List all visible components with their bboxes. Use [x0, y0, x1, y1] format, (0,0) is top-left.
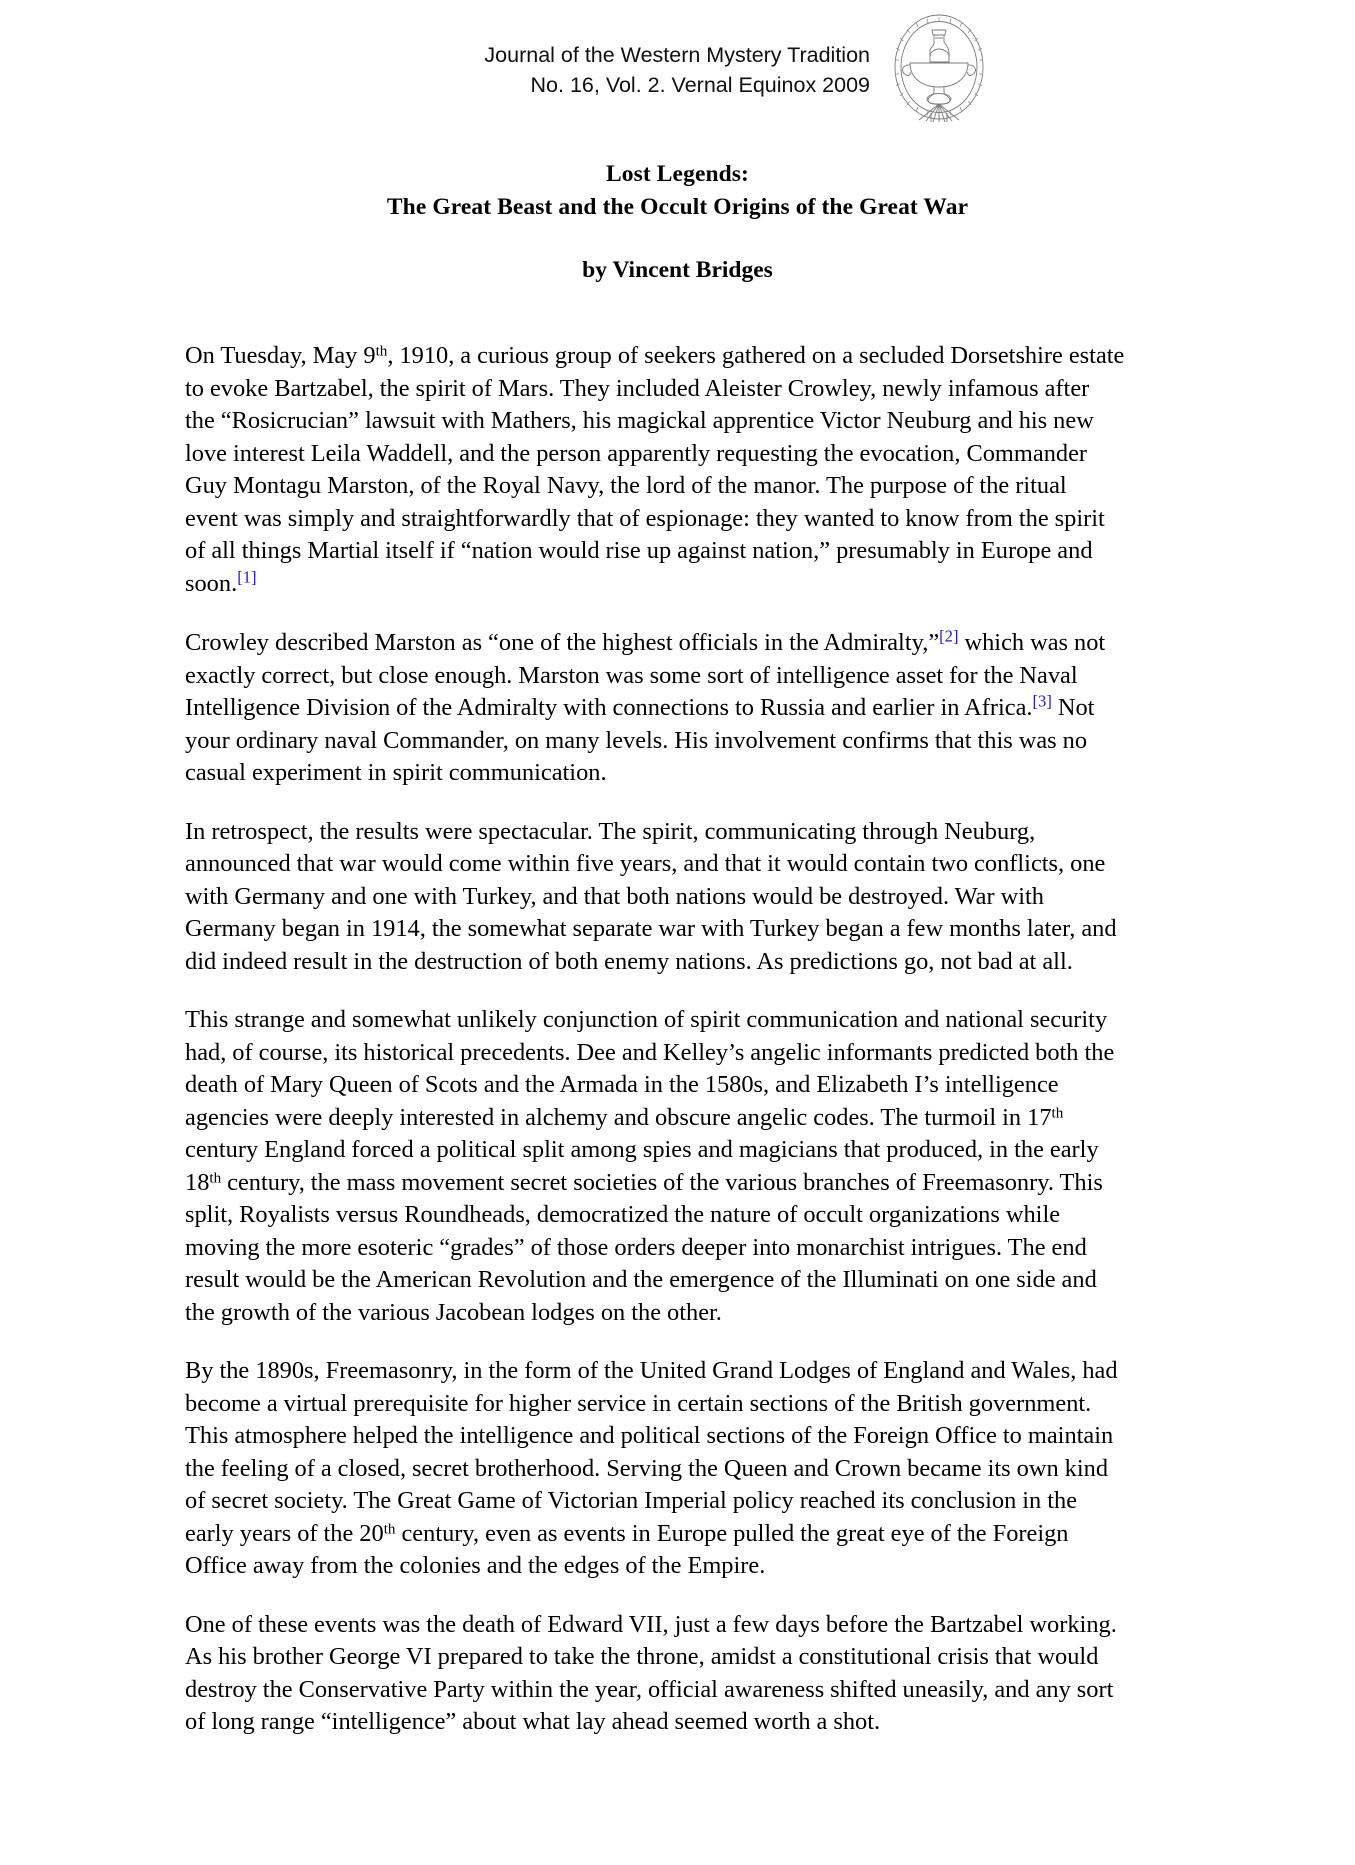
author-byline: by Vincent Bridges — [582, 257, 773, 283]
paragraph-4-text-b: century England forced a political split among spies and magicians that produced, in the early 18 — [185, 1136, 1099, 1196]
title-block — [0, 158, 1355, 287]
paragraph-1 — [185, 340, 1125, 600]
paragraph-4-text-a: This strange and somewhat unlikely conjunction of spirit communication and national security had, of course, its historical precedents. Dee and Kelley’s angelic informants predicted both the death of Mary Queen of Scots and the Armada in the 1580s, and Elizabeth I’s intelligence agencies were deeply interested in alchemy and obscure angelic codes. The turmoil in 17 — [185, 1006, 1115, 1131]
paragraph-2-text-b: which was not exactly correct, but close enough. Marston was some sort of intelligence asset for the Naval Intelligence Division of the Admiralty with connections to Russia and earlier in Africa. — [185, 629, 1106, 721]
ordinal-suffix: th — [209, 1169, 222, 1186]
journal-title-line: Journal of the Western Mystery Tradition — [484, 43, 870, 67]
journal-issue-line: No. 16, Vol. 2. Vernal Equinox 2009 — [530, 73, 870, 97]
paragraph-5 — [185, 1355, 1125, 1583]
paragraph-1-text-a: On Tuesday, May 9 — [185, 342, 376, 369]
paragraph-2-text-a: Crowley described Marston as “one of the highest officials in the Admiralty,” — [185, 629, 940, 656]
ordinal-suffix: th — [1051, 1104, 1064, 1121]
paragraph-6: One of these events was the death of Edward VII, just a few days before the Bartzabel working. As his brother George VI prepared to take the throne, amidst a constitutional crisis that would destroy the Conservative Party within the year, official awareness shifted uneasily, and any sort of long range “intelligence” about what lay ahead seemed worth a shot. — [185, 1610, 1117, 1735]
article-body — [185, 340, 1125, 1765]
paragraph-2-text-c: Not your ordinary naval Commander, on many levels. His involvement confirms that this was no casual experiment in spirit communication. — [185, 694, 1095, 786]
paragraph-5-text-a: By the 1890s, Freemasonry, in the form of the United Grand Lodges of England and Wales, had become a virtual prerequisite for higher service in certain sections of the British government. This atmosphere helped the intelligence and political sections of the Foreign Office to maintain the feeling of a closed, secret brotherhood. Serving the Queen and Crown became its own kind of secret society. The Great Game of Victorian Imperial policy reached its conclusion in the early years of the 20 — [185, 1357, 1118, 1547]
grail-seal-icon — [888, 12, 990, 122]
ordinal-suffix: th — [383, 1520, 396, 1537]
paragraph-4-text-c: century, the mass movement secret societies of the various branches of Freemasonry. This split, Royalists versus Roundheads, democratized the nature of occult organizations while moving the more esoteric “grades” of those orders deeper into monarchist intrigues. The end result would be the American Revolution and the emergence of the Illuminati on one side and the growth of the various Jacobean lodges on the other. — [185, 1168, 1103, 1326]
paragraph-5-text-b: century, even as events in Europe pulled the great eye of the Foreign Office away from the colonies and the edges of the Empire. — [185, 1519, 1069, 1579]
paragraph-2 — [185, 627, 1125, 790]
journal-masthead — [484, 40, 870, 100]
paragraph-1-text-b: , 1910, a curious group of seekers gathered on a secluded Dorsetshire estate to evoke Bartzabel, the spirit of Mars. They included Aleister Crowley, newly infamous after the “Rosicrucian” lawsuit with Mathers, his magickal apprentice Victor Neuburg and his new love interest Leila Waddell, and the person apparently requesting the evocation, Commander Guy Montagu Marston, of the Royal Navy, the lord of the manor. The purpose of the ritual event was simply and straightforwardly that of espionage: they wanted to know from the spirit of all things Martial itself if “nation would rise up against nation,” presumably in Europe and soon. — [185, 342, 1125, 597]
page-title-line-1: Lost Legends: — [606, 161, 749, 187]
page-title-line-2: The Great Beast and the Occult Origins of the Great War — [386, 194, 969, 220]
paragraph-4 — [185, 1004, 1125, 1329]
footnote-ref-2[interactable]: [2] — [939, 626, 959, 646]
footnote-ref-1[interactable]: [1] — [237, 566, 257, 586]
footnote-ref-3[interactable]: [3] — [1032, 691, 1052, 711]
ordinal-suffix: th — [375, 343, 388, 360]
paragraph-3: In retrospect, the results were spectacular. The spirit, communicating through Neuburg, announced that war would come within five years, and that it would contain two conflicts, one with Germany and one with Turkey, and that both nations would be destroyed. War with Germany began in 1914, the somewhat separate war with Turkey began a few months later, and did indeed result in the destruction of both enemy nations. As predictions go, not bad at all. — [185, 817, 1117, 975]
page-header — [0, 40, 1355, 150]
